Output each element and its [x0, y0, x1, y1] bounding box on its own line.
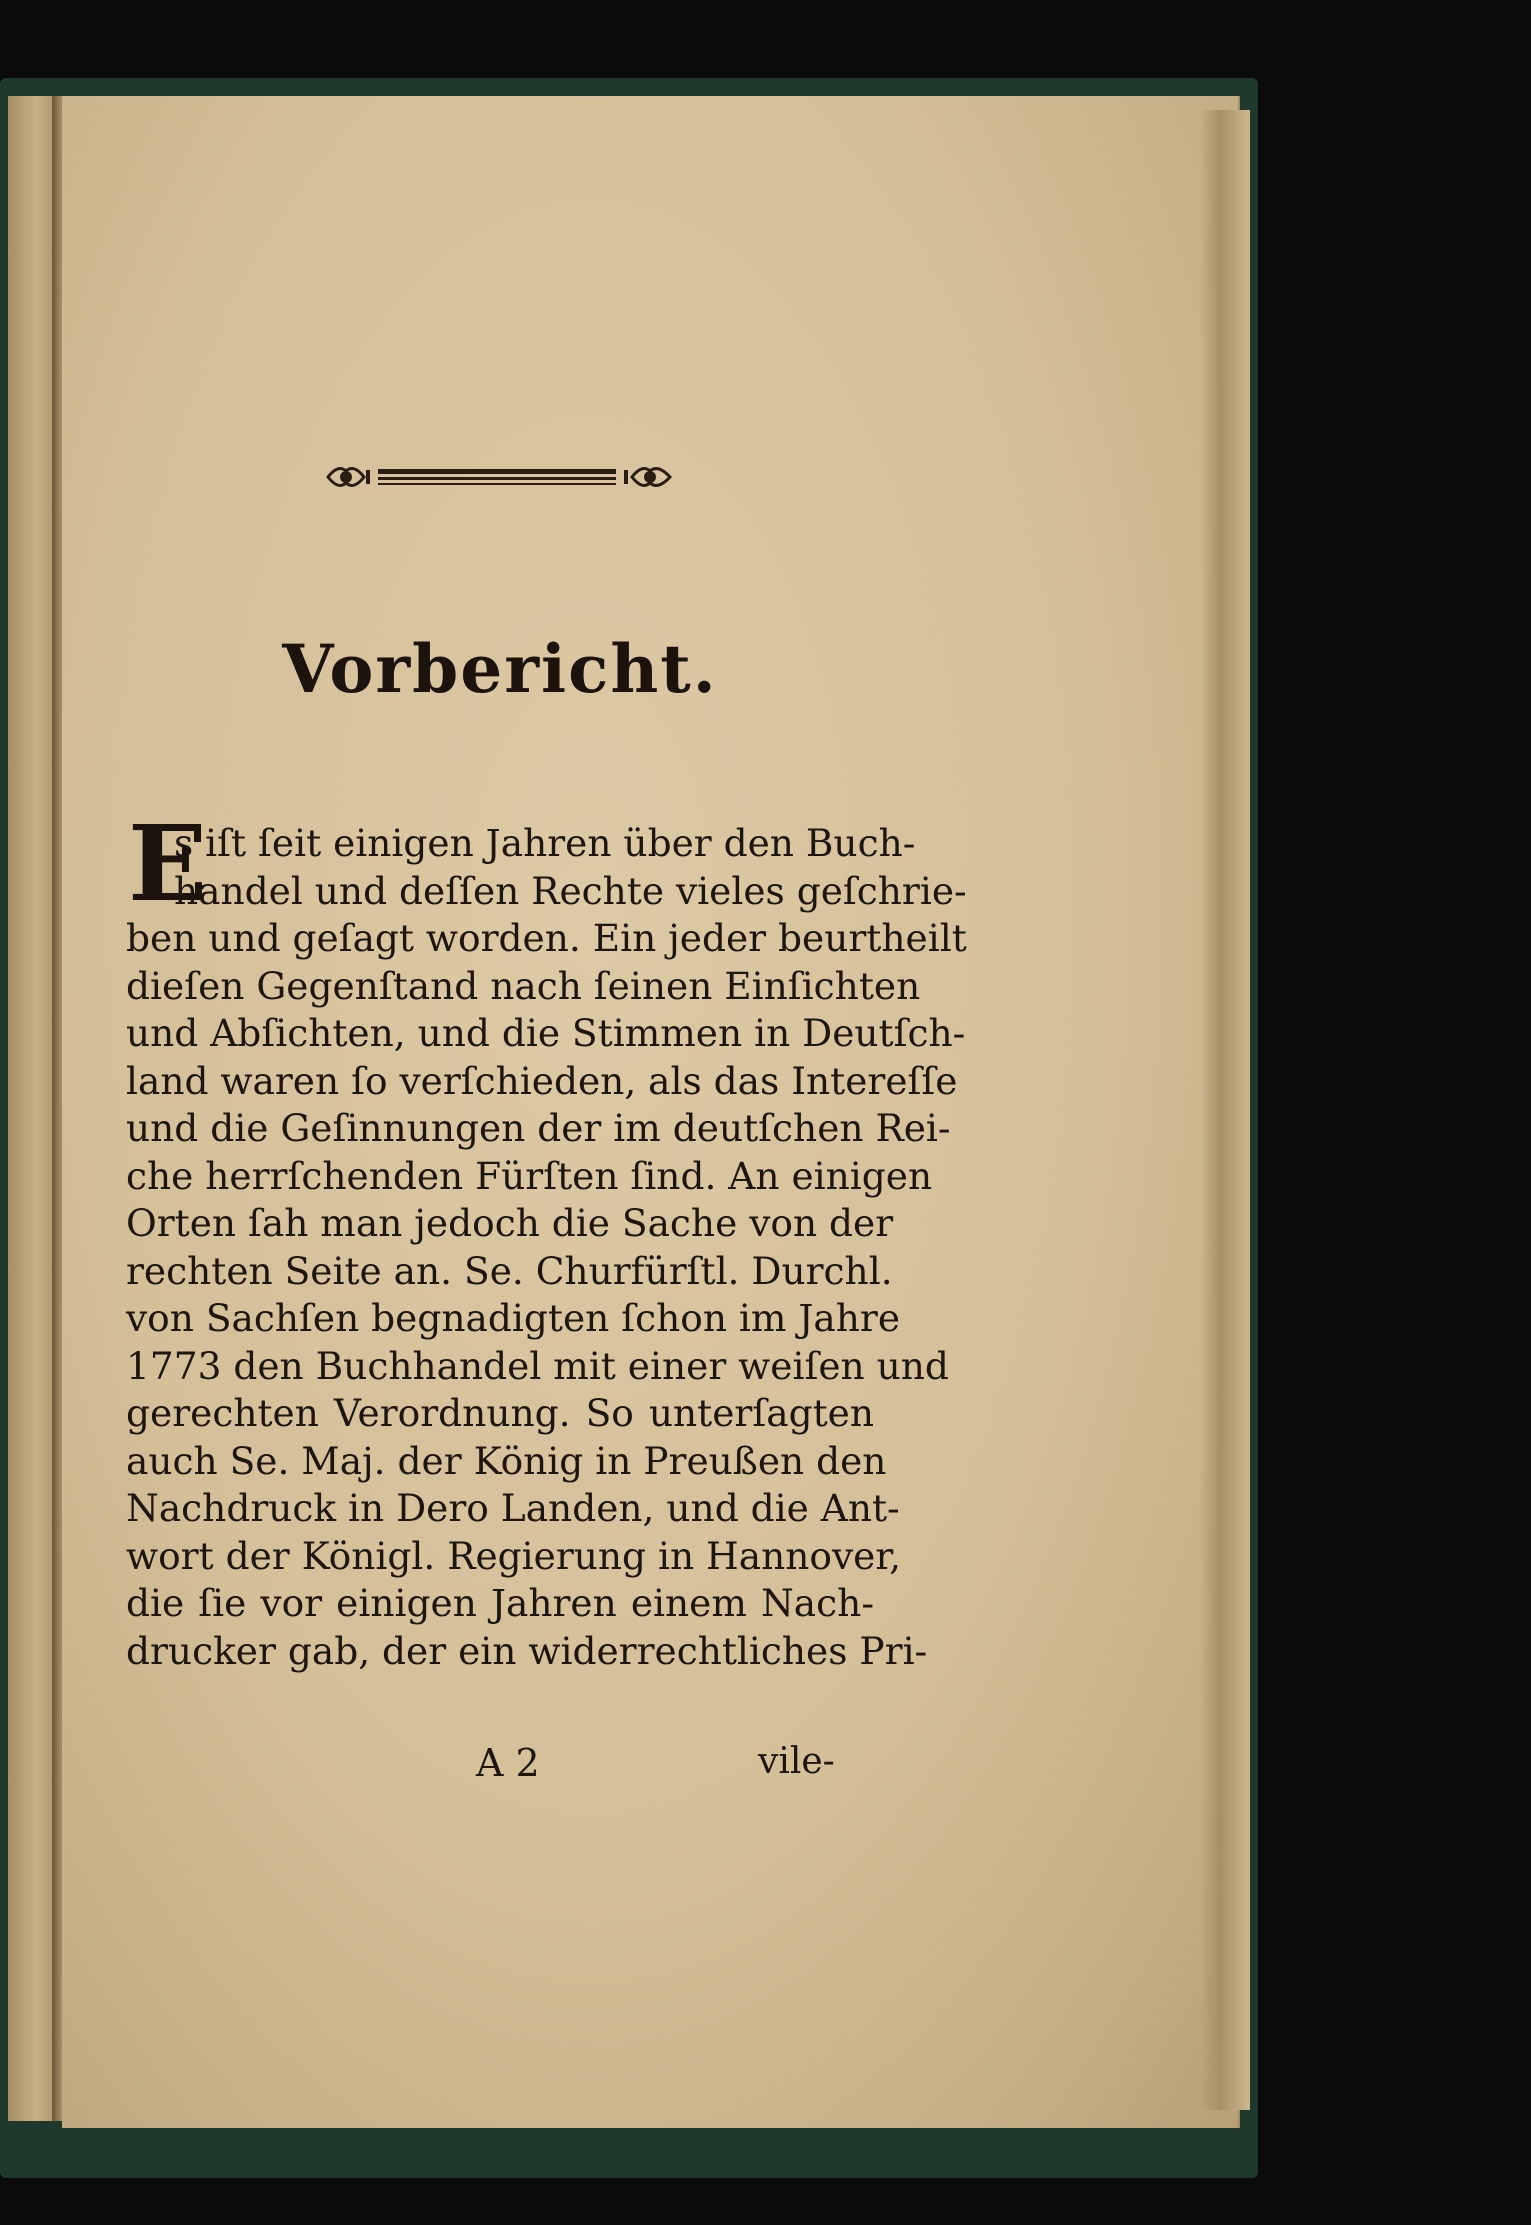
text-line: von Sachſen begnadigten ſchon im Jahre	[126, 1296, 901, 1340]
text-line: rechten Seite an. Se. Churfürſtl. Durchl.	[126, 1248, 893, 1293]
text-line: auch Se. Maj. der König in Preußen den	[126, 1438, 887, 1483]
text-line: die ſie vor einigen Jahren einem Nach-	[126, 1581, 874, 1625]
ornament-bars	[378, 469, 616, 485]
text-line: ben und geſagt worden. Ein jeder beurtheilt	[126, 916, 967, 960]
text-line: und Abſichten, und die Stimmen in Deutſch-	[126, 1011, 966, 1055]
text-line: Nachdruck in Dero Landen, und die Ant-	[126, 1486, 900, 1530]
drop-cap: E	[128, 802, 208, 925]
ornament-rule	[320, 452, 680, 502]
page-heading: Vorbericht.	[282, 630, 718, 708]
ornament-left-flourish	[328, 469, 370, 486]
text-line: che herrſchenden Fürſten ſind. An einigen	[126, 1153, 933, 1198]
page-edge	[1200, 110, 1250, 2110]
body-paragraph	[126, 820, 967, 1675]
text-line: land waren ſo verſchieden, als das Intereſſe	[126, 1058, 958, 1103]
facing-page-edge	[8, 96, 54, 2121]
signature-mark: A 2	[476, 1741, 540, 1785]
text-line: handel und deſſen Rechte vieles geſchrie-	[174, 868, 967, 913]
text-line: s iſt ſeit einigen Jahren über den Buch-	[174, 821, 916, 865]
text-line: und die Geſinnungen der im deutſchen Rei-	[126, 1106, 951, 1150]
text-line: 1773 den Buchhandel mit einer weiſen und	[126, 1343, 949, 1388]
ornament-right-flourish	[624, 469, 670, 486]
text-line: wort der Königl. Regierung in Hannover,	[126, 1533, 902, 1578]
text-line: drucker gab, der ein widerrechtliches Pri-	[126, 1628, 928, 1673]
text-line: gerechten Verordnung. So unterſagten	[126, 1391, 874, 1435]
catchword: vile-	[758, 1741, 835, 1782]
text-line: dieſen Gegenſtand nach ſeinen Einſichten	[126, 963, 921, 1008]
text-line: Orten ſah man jedoch die Sache von der	[126, 1201, 894, 1245]
